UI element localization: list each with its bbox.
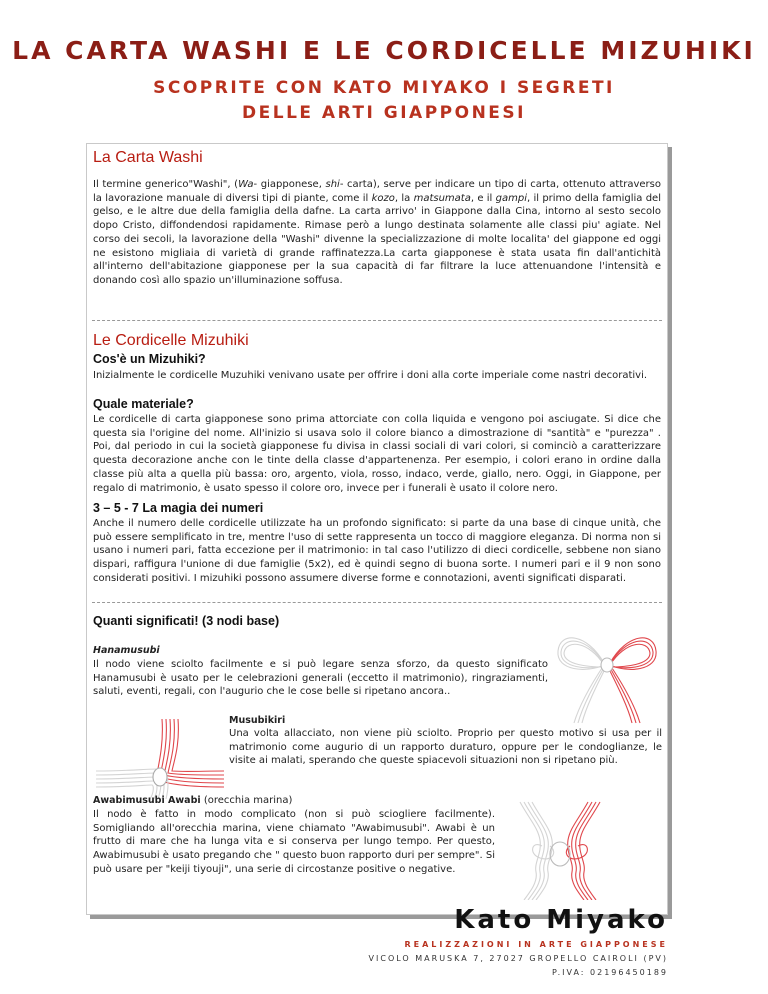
mizuhiki-q2: Quale materiale? <box>93 397 194 411</box>
awabi-text: Il nodo è fatto in modo complicato (non si può sciogliere facilmente). Somigliando all'orecchia marina, viene chiamato "Awabimusubi". Awabi è un frutto di mare che ha lunga vita e si conserva per lungo tempo. Per questo, Awabimusubi è usato pregando che " questo buon rapporto duri per sempre". Si può usare per "keiji tiyouji", una serie di circostanze positive o negative. <box>93 809 495 875</box>
brand-tagline: REALIZZAZIONI IN ARTE GIAPPONESE <box>404 940 668 949</box>
mizuhiki-a3: Anche il numero delle cordicelle utilizzate ha un profondo significato: si parte da una base di cinque unità, che può essere semplificato in tre, mentre l'uso di sette rappresenta un tocco di maggiore eleganza. Di norma non si usano i numeri pari, fatta eccezione per il matrimonio: in tal caso l'utilizzo di dieci cordicelle, sebbene non siano dispari, raffigura l'unione di due famiglie (5x2), ed è quindi segno di buona sorte. I numeri pari e il 9 non sono considerati positivi. I mizuhiki possono assumere diverse forme e connotazioni, aventi significati disparati. <box>93 518 661 584</box>
musubikiri-title: Musubikiri <box>229 715 286 726</box>
hanamusubi-text: Il nodo viene sciolto facilmente e si può legare senza sforzo, da questo significato Hanamusubi è usato per le celebrazioni generali (eccetto il matrimonio), ringraziamenti, saluti, eventi, regali, con l'augurio che le cose belle si ripetano ancora.. <box>93 659 548 698</box>
page-subtitle-line2: DELLE ARTI GIAPPONESI <box>242 103 526 123</box>
musubikiri-knot-illustration <box>96 715 226 800</box>
page-title: LA CARTA WASHI E LE CORDICELLE MIZUHIKI <box>12 36 756 65</box>
mizuhiki-heading: Le Cordicelle Mizuhiki <box>93 332 249 349</box>
knots-heading: Quanti significati! (3 nodi base) <box>93 614 280 628</box>
brand-address: VICOLO MARUSKA 7, 27027 GROPELLO CAIROLI (PV) <box>368 954 668 963</box>
section-divider <box>92 602 662 603</box>
mizuhiki-q3: 3 – 5 - 7 La magia dei numeri <box>93 501 264 515</box>
brand-vat: P.IVA: 02196450189 <box>552 968 668 977</box>
brand-logo: Kato Miyako <box>454 905 668 935</box>
section-divider <box>92 320 662 321</box>
washi-paragraph: Il termine generico"Washi", (Wa- giapponese, shi- carta), serve per indicare un tipo di carta, ottenuto attraverso la lavorazione manuale di diversi tipi di piante, come il kozo, la matsumata, e il gampi, il primo della famiglia del gelso, e le altre due della famiglia della dafne. La carta arrivo' in Giappone dalla Cina, intorno al sesto secolo dopo Cristo, diffondendosi rapidamente. Rimase però a lungo destinata solamente alle classi piu' agiate. Nel corso dei secoli, la lavorazione della "Washi" divenne la specializzazione di molte localita' del giappone ed oggi ne esistono migliaia di varietà di grande raffinatezza.La carta giapponese è stata usata fin dall'antichità all'interno dell'abitazione giapponese per la sua capacità di far filtrare la luce attenuandone l'intensità e donando così allo spazio un'illuminazione soffusa. <box>93 179 661 286</box>
hanamusubi-title: Hanamusubi <box>93 645 160 656</box>
mizuhiki-q1: Cos'è un Mizuhiki? <box>93 352 206 366</box>
musubikiri-text: Una volta allacciato, non viene più sciolto. Proprio per questo motivo si usa per il matrimonio come augurio di un rapporto duraturo, oppure per le condoglianze, le visite ai malati, sperando che queste spiacevoli situazioni non si ripetano più. <box>229 728 662 767</box>
awabimusubi-knot-illustration <box>502 800 618 900</box>
mizuhiki-a2: Le cordicelle di carta giapponese sono prima attorciate con colla liquida e vengono poi asciugate. Si dice che questa sia l'origine del nome. All'inizio si usava solo il colore bianco a dimostrazione di "santità" e "purezza" . Poi, dal periodo in cui la società giapponese fu divisa in classi sociali di vari colori, si cominciò a caratterizzare questa decorazione anche con le tinte della classe d'appartenenza. Per esempio, i colori erano in ordine dalla classe più alta a quella più bassa: oro, argento, viola, rosso, indaco, verde, giallo, nero. Oggi, in Giappone, per regalo di matrimonio, è usato spesso il colore oro, invece per i funerali è usato il colore nero. <box>93 414 661 494</box>
awabi-title-line: Awabimusubi Awabi (orecchia marina) <box>93 795 293 806</box>
hanamusubi-knot-illustration <box>552 613 662 725</box>
washi-heading: La Carta Washi <box>93 149 203 166</box>
page-subtitle-line1: SCOPRITE CON KATO MIYAKO I SEGRETI <box>153 78 615 98</box>
mizuhiki-a1: Inizialmente le cordicelle Muzuhiki venivano usate per offrire i doni alla corte imperiale come nastri decorativi. <box>93 370 648 381</box>
